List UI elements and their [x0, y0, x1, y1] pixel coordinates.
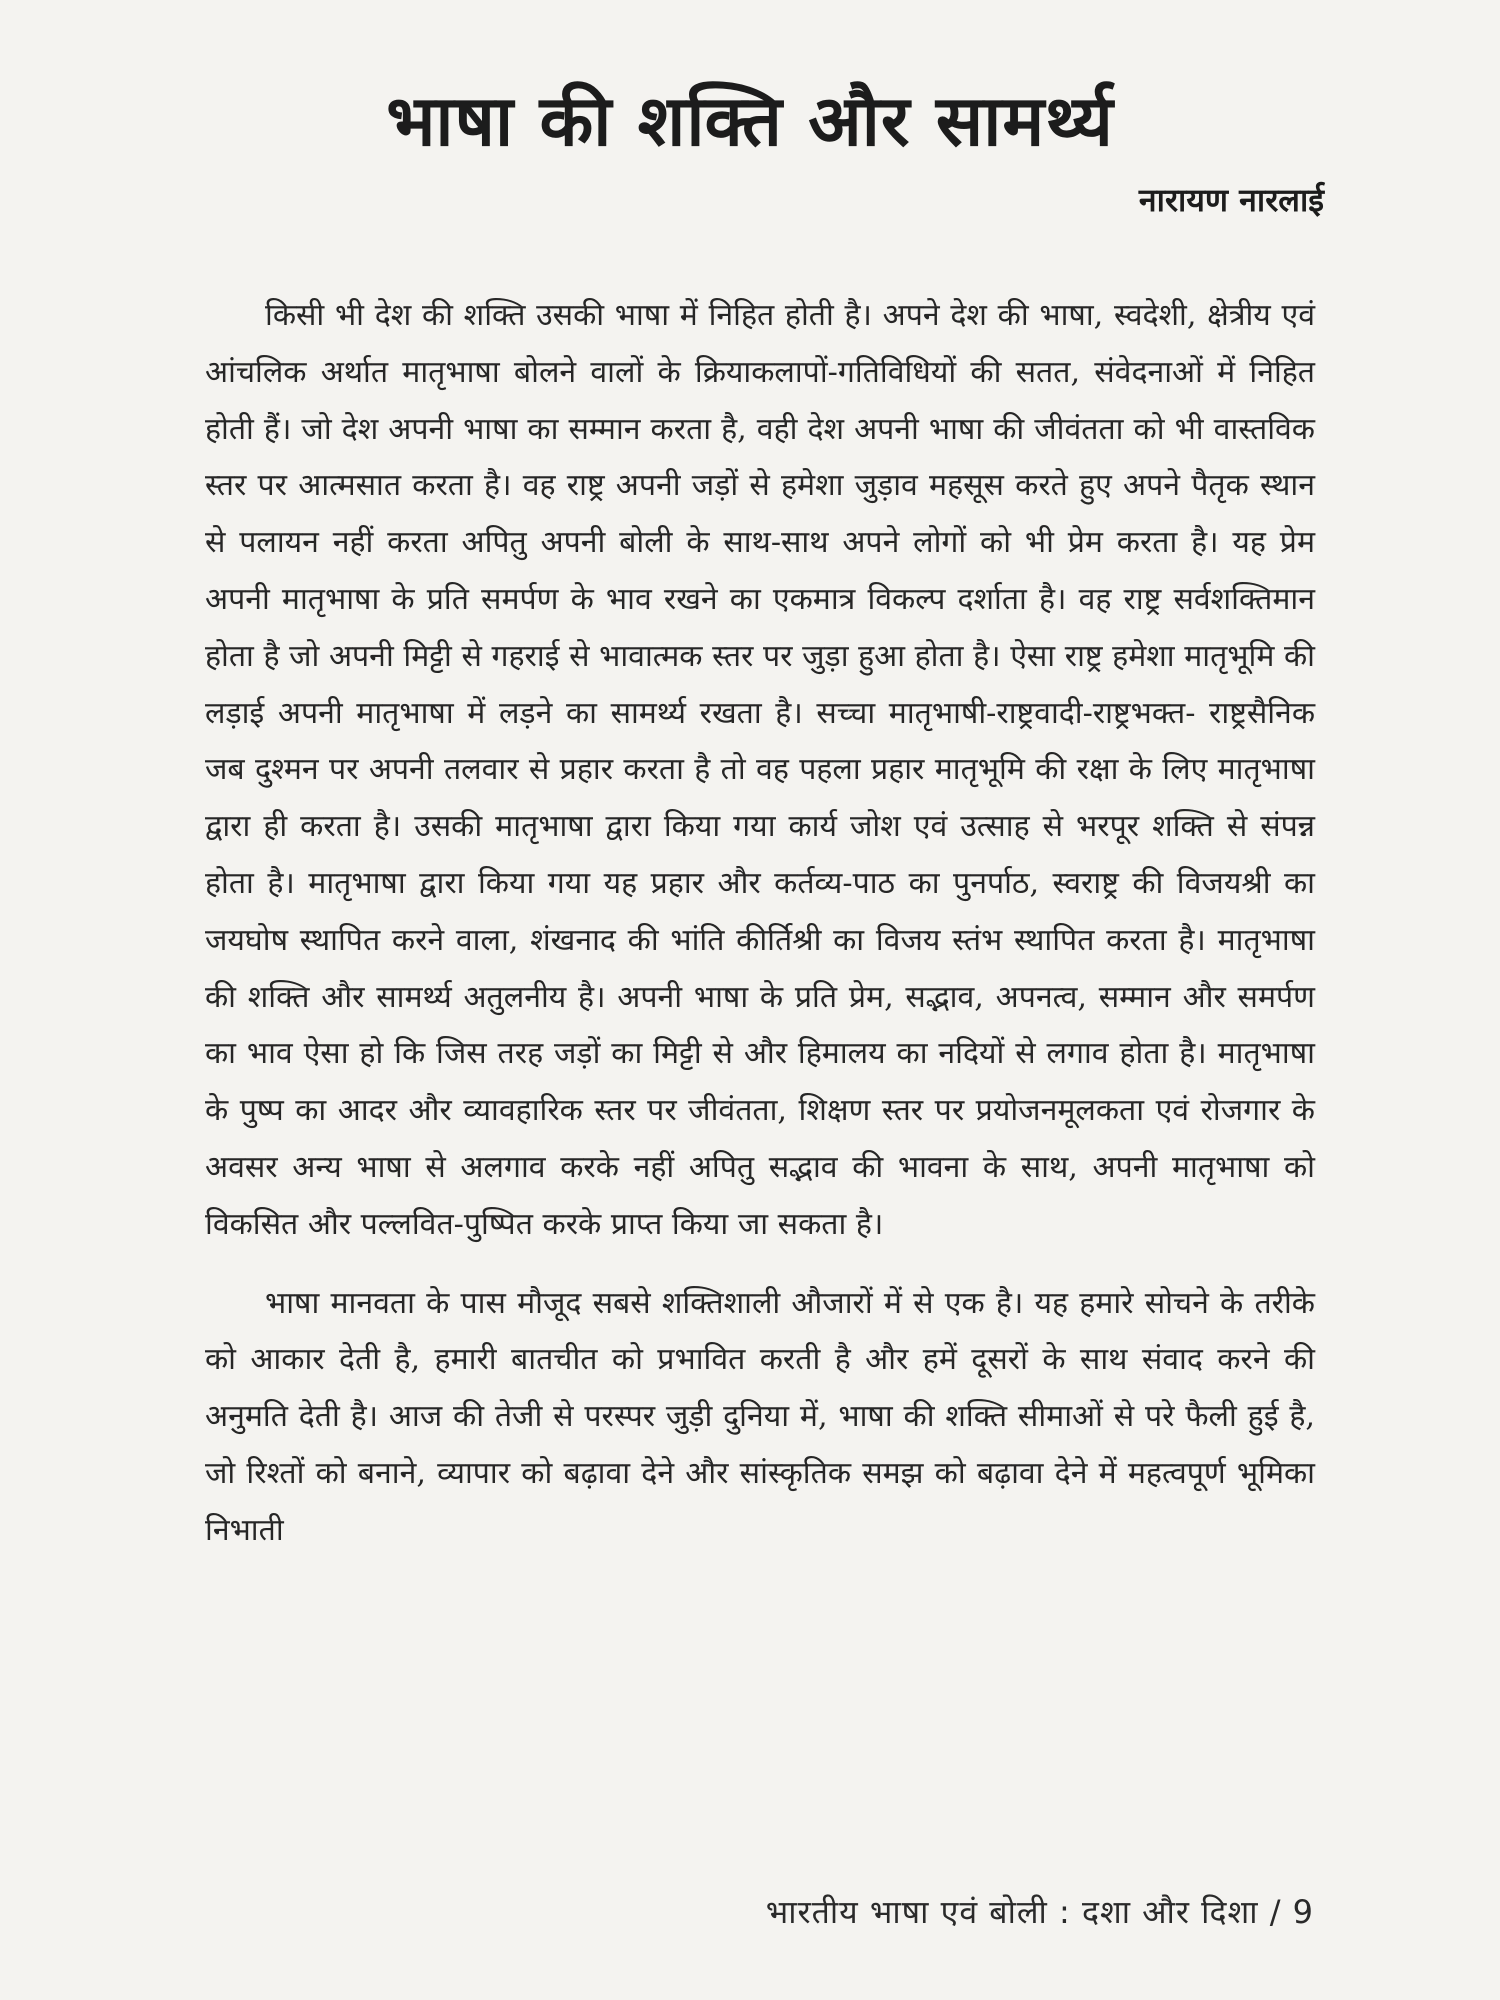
footer-separator: / — [1269, 1893, 1282, 1931]
page-footer — [766, 1890, 1314, 1933]
article-body — [205, 288, 1315, 1560]
page-number: 9 — [1292, 1893, 1314, 1931]
article-author: नारायण नारलाई — [1138, 181, 1324, 219]
paragraph-2: भाषा मानवता के पास मौजूद सबसे शक्तिशाली औजारों में से एक है। यह हमारे सोचने के तरीके को आकार देती है, हमारी बातचीत को प्रभावित करती है और हमें दूसरों के साथ संवाद करने की अनुमति देती है। आज की तेजी से परस्पर जुड़ी दुनिया में, भाषा की शक्ति सीमाओं से परे फैली हुई है, जो रिश्तों को बनाने, व्यापार को बढ़ावा देने और सांस्कृतिक समझ को बढ़ावा देने में महत्वपूर्ण भूमिका निभाती — [205, 1285, 1315, 1548]
running-title: भारतीय भाषा एवं बोली : दशा और दिशा — [765, 1893, 1259, 1931]
paragraph-1: किसी भी देश की शक्ति उसकी भाषा में निहित होती है। अपने देश की भाषा, स्वदेशी, क्षेत्रीय एवं आंचलिक अर्थात मातृभाषा बोलने वालों के क्रियाकलापों-गतिविधियों की सतत, संवेदनाओं में निहित होती हैं। जो देश अपनी भाषा का सम्मान करता है, वही देश अपनी भाषा की जीवंतता को भी वास्तविक स्तर पर आत्मसात करता है। वह राष्ट्र अपनी जड़ों से हमेशा जुड़ाव महसूस करते हुए अपने पैतृक स्थान से पलायन नहीं करता अपितु अपनी बोली के साथ-साथ अपने लोगों को भी प्रेम करता है। यह प्रेम अपनी मातृभाषा के प्रति समर्पण के भाव रखने का एकमात्र विकल्प दर्शाता है। वह राष्ट्र सर्वशक्तिमान होता है जो अपनी मिट्टी से गहराई से भावात्मक स्तर पर जुड़ा हुआ होता है। ऐसा राष्ट्र हमेशा मातृभूमि की लड़ाई अपनी मातृभाषा में लड़ने का सामर्थ्य रखता है। सच्चा मातृभाषी-राष्ट्रवादी-राष्ट्रभक्त- राष्ट्रसैनिक जब दुश्मन पर अपनी तलवार से प्रहार करता है तो वह पहला प्रहार मातृभूमि की रक्षा के लिए मातृभाषा द्वारा ही करता है। उसकी मातृभाषा द्वारा किया गया कार्य जोश एवं उत्साह से भरपूर शक्ति से संपन्न होता है। मातृभाषा द्वारा किया गया यह प्रहार और कर्तव्य-पाठ का पुनर्पाठ, स्वराष्ट्र की विजयश्री का जयघोष स्थापित करने वाला, शंखनाद की भांति कीर्तिश्री का विजय स्तंभ स्थापित करता है। मातृभाषा की शक्ति और सामर्थ्य अतुलनीय है। अपनी भाषा के प्रति प्रेम, सद्भाव, अपनत्व, सम्मान और समर्पण का भाव ऐसा हो कि जिस तरह जड़ों का मिट्टी से और हिमालय का नदियों से लगाव होता है। मातृभाषा के पुष्प का आदर और व्यावहारिक स्तर पर जीवंतता, शिक्षण स्तर पर प्रयोजनमूलकता एवं रोजगार के अवसर अन्य भाषा से अलगाव करके नहीं अपितु सद्भाव की भावना के साथ, अपनी मातृभाषा को विकसित और पल्लवित-पुष्पित करके प्राप्त किया जा सकता है। — [205, 298, 1315, 1242]
article-title: भाषा की शक्ति और सामर्थ्य — [386, 80, 1114, 162]
